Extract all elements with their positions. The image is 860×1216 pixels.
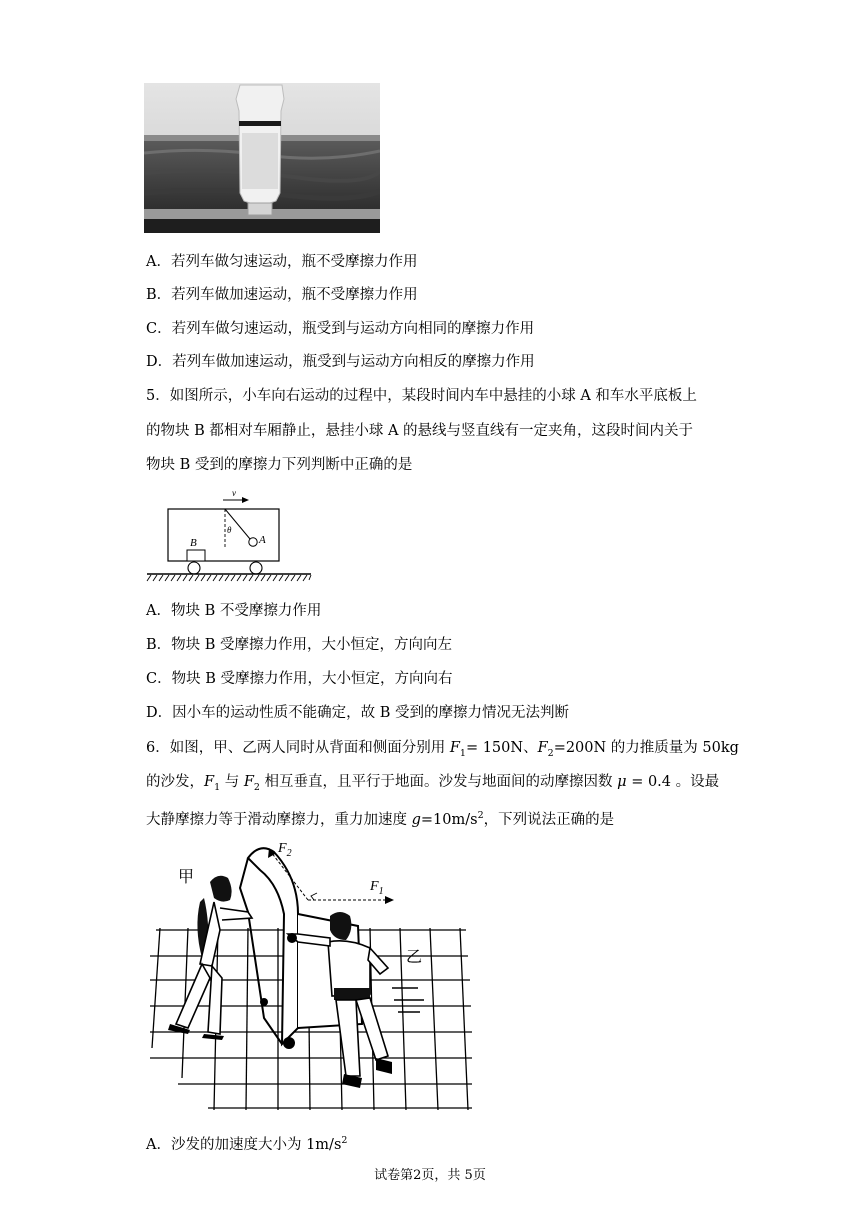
ball-a-label: A <box>259 534 266 546</box>
yi-label: 乙 <box>406 949 423 966</box>
q6-option-a: A．沙发的加速度大小为 $1m/s^2$ <box>146 1135 348 1153</box>
q4-option-b: B．若列车做加速运动，瓶不受摩擦力作用 <box>146 287 418 303</box>
q5-stem-line-2: 的物块 B 都相对车厢静止，悬挂小球 A 的悬线与竖直线有一定夹角，这段时间内关于 <box>146 423 694 439</box>
f2-label: $F_2$ <box>278 841 292 859</box>
q5-option-d: D．因小车的运动性质不能确定，故 B 受到的摩擦力情况无法判断 <box>146 705 569 721</box>
page-footer: 试卷第2页，共 5页 <box>374 1168 486 1183</box>
block-b-label: B <box>190 537 197 549</box>
sofa-pushing-diagram <box>148 838 478 1120</box>
q5-option-c: C．物块 B 受摩擦力作用，大小恒定，方向向右 <box>146 671 453 687</box>
q5-option-a: A．物块 B 不受摩擦力作用 <box>146 603 322 619</box>
theta-label: θ <box>227 525 232 535</box>
jia-label: 甲 <box>178 869 195 886</box>
q6-stem-line-1: 6．如图，甲、乙两人同时从背面和侧面分别用 $F_1= 150N$、$F_2=200N$ 的力推质量为 50kg <box>146 740 739 759</box>
cart-pendulum-diagram <box>145 487 315 583</box>
q4-option-a: A．若列车做匀速运动，瓶不受摩擦力作用 <box>146 254 418 270</box>
q4-option-d: D．若列车做加速运动，瓶受到与运动方向相反的摩擦力作用 <box>146 354 535 370</box>
q5-option-b: B．物块 B 受摩擦力作用，大小恒定，方向向左 <box>146 637 453 653</box>
velocity-label: v <box>232 488 236 498</box>
q5-stem-line-3: 物块 B 受到的摩擦力下列判断中正确的是 <box>146 457 413 473</box>
q5-stem-line-1: 5．如图所示，小车向右运动的过程中，某段时间内车中悬挂的小球 A 和车水平底板上 <box>146 388 697 404</box>
q6-stem-line-2: 的沙发，$F_1$ 与 $F_2$ 相互垂直，且平行于地面。沙发与地面间的动摩擦因数 μ = 0.4 。设最 <box>146 774 720 793</box>
f1-label: $F_1$ <box>370 879 384 897</box>
bottle-photo <box>144 83 380 233</box>
q4-option-c: C．若列车做匀速运动，瓶受到与运动方向相同的摩擦力作用 <box>146 321 535 337</box>
q6-stem-line-3: 大静摩擦力等于滑动摩擦力，重力加速度 $g=10m/s^2$，下列说法正确的是 <box>146 810 615 828</box>
